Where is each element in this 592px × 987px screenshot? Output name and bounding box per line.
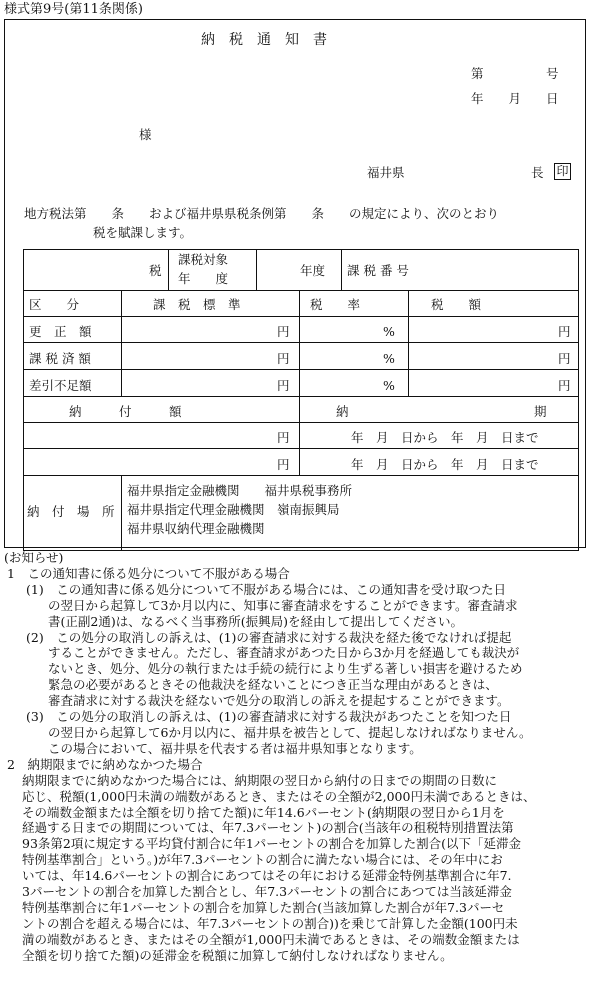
row-yen-mark: 円 <box>277 351 290 366</box>
row-yen-mark: 円 <box>277 378 290 393</box>
table-left-border <box>23 249 24 551</box>
paragraph-line: ないとき、処分、処分の執行または手続の続行により生ずる著しい損害を避けるため <box>48 661 523 677</box>
payment-place-label: 納 付 場 所 <box>27 504 115 519</box>
target-year-label-2: 年 度 <box>178 271 229 286</box>
paragraph-line: いては、年14.6パーセントの割合にあつてはその年における延滞金特例基準割合に年7. <box>22 868 512 884</box>
payment-period: 年 月 日から 年 月 日まで <box>351 457 539 472</box>
deadline-header-left: 納 <box>336 404 349 419</box>
paragraph-line: 93条第2項に規定する平均貸付割合に年1パーセントの割合を加算した割合(以下「延滞金 <box>22 836 521 852</box>
row-label-assessed: 課 税 済 額 <box>29 351 91 366</box>
paragraph-line: この場合において、福井県を代表する者は福井県知事となります。 <box>48 740 422 756</box>
table-top-border <box>23 249 579 250</box>
target-year-label-1: 課税対象 <box>178 252 229 267</box>
paragraph-line: (2) この処分の取消しの訴えは、(1)の審査請求に対する裁決を経た後でなければ提起 <box>26 629 512 645</box>
document-number-line: 第 号 <box>471 66 559 81</box>
seal-mark: 印 <box>554 163 571 180</box>
paragraph-line: の翌日から起算して6か月以内に、福井県を被告として、提起しなければなりません。 <box>48 724 532 740</box>
table-right-border <box>578 249 579 551</box>
row-percent-mark: % <box>383 378 395 393</box>
document-title: 納 税 通 知 書 <box>201 32 327 48</box>
issuer-prefecture: 福井県 <box>367 165 405 180</box>
fiscal-year-label: 年度 <box>300 263 326 278</box>
payment-place-line-2: 福井県指定代理金融機関 嶺南振興局 <box>127 502 340 517</box>
payment-yen-mark: 円 <box>277 457 290 472</box>
form-number: 様式第9号(第11条関係) <box>4 2 143 17</box>
row-yen-mark: 円 <box>558 378 571 393</box>
notice-heading: (お知らせ) <box>4 550 64 565</box>
paragraph-line: 緊急の必要があるときその他裁決を経ないことにつき正当な理由があるときは、 <box>48 677 498 693</box>
payment-place-line-1: 福井県指定金融機関 福井県税事務所 <box>127 483 353 498</box>
section-1-title: 1 この通知書に係る処分について不服がある場合 <box>7 565 290 581</box>
paragraph-line: 特例基準割合に年1パーセントの割合を加算した割合(当該加算した割合が年7.3パーセ <box>22 899 505 915</box>
col-tax-base-header: 課 税 標 準 <box>153 297 241 312</box>
tax-type-label: 税 <box>149 263 162 278</box>
preamble-line-1: 地方税法第 条 および福井県県税条例第 条 の規定により、次のとおり <box>24 206 500 221</box>
col-tax-amount-header: 税 額 <box>431 297 482 312</box>
paragraph-line: 全額を切り捨てた額)の延滞金を税額に加算して納付しなければなりません。 <box>22 947 453 963</box>
payment-place-line-3: 福井県収納代理金融機関 <box>127 521 265 536</box>
paragraph-line: 3パーセントの割合を加算した割合とし、年7.3パーセントの割合にあつては当該延滞金 <box>22 884 512 900</box>
paragraph-line: 特例基準割合」という。)が年7.3パーセントの割合に満たない場合には、その年中にお <box>22 852 503 868</box>
paragraph-line: (3) この処分の取消しの訴えは、(1)の審査請求に対する裁決があつたことを知つた日 <box>26 709 512 725</box>
paragraph-line: 満の端数があるとき、またはその全額が1,000円未満であるときは、その端数金額または <box>22 931 520 947</box>
payment-amount-header: 納 付 額 <box>69 404 182 419</box>
col-tax-rate-header: 税 率 <box>310 297 361 312</box>
paragraph-line: 経過する日までの期間については、年7.3パーセント)の割合(当該年の租税特別措置法第 <box>22 820 514 836</box>
payment-period: 年 月 日から 年 月 日まで <box>351 430 539 445</box>
paragraph-line: 納期限までに納めなかつた場合には、納期限の翌日から納付の日までの期間の日数に <box>22 772 498 788</box>
row-percent-mark: % <box>383 324 395 339</box>
row-label-shortfall: 差引不足額 <box>29 378 92 393</box>
notice-section <box>4 550 588 964</box>
paragraph-line: その端数金額または全額を切り捨てた額)に年14.6パーセント(納期限の翌日から1月を <box>22 804 505 820</box>
tax-number-label: 課 税 番 号 <box>347 263 409 278</box>
deadline-header-right: 期 <box>534 404 547 419</box>
row-yen-mark: 円 <box>277 324 290 339</box>
issue-date-line: 年 月 日 <box>471 91 559 106</box>
addressee-suffix: 様 <box>139 127 152 142</box>
paragraph-line: (1) この通知書に係る処分について不服がある場合には、この通知書を受け取つた日 <box>26 581 506 597</box>
row-label-correction: 更 正 額 <box>29 324 92 339</box>
paragraph-line: 応じ、税額(1,000円未満の端数があるとき、またはその全額が2,000円未満であるときは、 <box>22 788 536 804</box>
preamble-line-2: 税を賦課します。 <box>93 225 193 240</box>
col-category-header: 区 分 <box>29 297 80 312</box>
section-2-title: 2 納期限までに納めなかつた場合 <box>7 756 203 772</box>
paragraph-line: 書(正副2通)は、なるべく当事務所(振興局)を経由して提出してください。 <box>48 613 463 629</box>
tax-notice-form <box>4 19 586 548</box>
row-percent-mark: % <box>383 351 395 366</box>
paragraph-line: の翌日から起算して3か月以内に、知事に審査請求をすることができます。審査請求 <box>48 597 518 613</box>
issuer-title: 長 <box>531 165 544 180</box>
row-yen-mark: 円 <box>558 351 571 366</box>
payment-yen-mark: 円 <box>277 430 290 445</box>
paragraph-line: することができません。ただし、審査請求があつた日から3か月を経過しても裁決が <box>48 645 520 661</box>
row-yen-mark: 円 <box>558 324 571 339</box>
paragraph-line: ントの割合を超える場合には、年7.3パーセントの割合))を乗じて計算した金額(100円未 <box>22 915 518 931</box>
paragraph-line: 審査請求に対する裁決を経ないで処分の取消しの訴えを提起することができます。 <box>48 693 510 709</box>
